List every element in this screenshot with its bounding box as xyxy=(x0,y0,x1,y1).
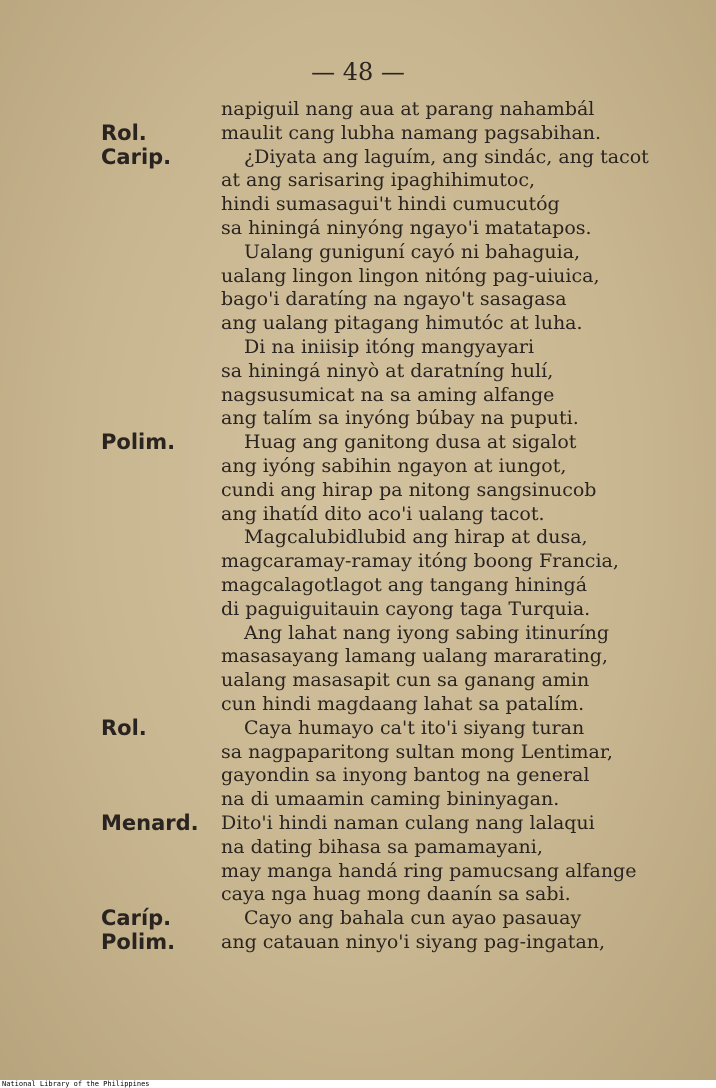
verse-text: at ang sarisaring ipaghihimutoc, xyxy=(221,169,536,192)
verse-text: caya nga huag mong daanín sa sabi. xyxy=(221,883,571,906)
verse-text: Dito'i hindi naman culang nang lalaqui xyxy=(221,812,595,834)
speaker-label: Polim. xyxy=(101,430,176,455)
verse-line xyxy=(0,287,716,311)
verse-line xyxy=(0,740,716,764)
verse-text: nagsusumicat na sa aming alfange xyxy=(221,383,555,406)
verse-text: ang talím sa inyóng búbay na puputi. xyxy=(221,407,579,430)
verse-line xyxy=(0,573,716,597)
verse-text: ang ihatíd dito aco'i ualang tacot. xyxy=(221,502,545,525)
verse-line xyxy=(0,240,716,264)
speaker-label: Caríp. xyxy=(101,906,172,931)
verse-text: magcaramay-ramay itóng boong Francia, xyxy=(221,550,619,573)
verse-text: maulit cang lubha namang pagsabihan. xyxy=(221,121,602,144)
verse-line xyxy=(0,668,716,692)
verse-line xyxy=(0,621,716,645)
verse-text: Di na iniisip itóng mangyayari xyxy=(244,336,535,358)
verse-line xyxy=(0,454,716,478)
verse-text: sa hiningá ninyò at daratníng hulí, xyxy=(221,359,554,382)
verse-line xyxy=(0,216,716,240)
speaker-label: Rol. xyxy=(101,715,147,740)
verse-line xyxy=(0,478,716,502)
verse-line xyxy=(0,716,716,740)
verse-text: cun hindi magdaang lahat sa patalím. xyxy=(221,693,585,715)
verse-line xyxy=(0,145,716,169)
verse-line xyxy=(0,525,716,549)
verse-text: may manga handá ring pamucsang alfange xyxy=(221,859,637,882)
verse-line xyxy=(0,859,716,883)
verse-line xyxy=(0,430,716,454)
verse-text: Magcalubidlubid ang hirap at dusa, xyxy=(244,526,588,549)
verse-line xyxy=(0,335,716,359)
verse-text: ang ualang pitagang himutóc at luha. xyxy=(221,312,583,335)
verse-text: bago'i daratíng na ngayo't sasagasa xyxy=(221,288,567,311)
verse-line xyxy=(0,882,716,906)
speaker-label: Menard. xyxy=(101,811,199,835)
verse-text: magcalagotlagot ang tangang hiningá xyxy=(221,574,588,596)
verse-line xyxy=(0,644,716,668)
verse-line xyxy=(0,811,716,835)
verse-text: Cayo ang bahala cun ayao pasauay xyxy=(244,907,582,930)
library-footer xyxy=(0,1080,716,1088)
verse-line xyxy=(0,549,716,573)
verse-text: sa nagpaparitong sultan mong Lentimar, xyxy=(221,740,613,763)
verse-text: na di umaamin caming bininyagan. xyxy=(221,788,560,811)
verse-text: ang catauan ninyo'i siyang pag-ingatan, xyxy=(221,931,606,953)
verse-text: napiguil nang aua at parang nahambál xyxy=(221,98,595,120)
speaker-label: Rol. xyxy=(101,120,147,145)
verse-line xyxy=(0,406,716,430)
verse-text: ¿Diyata ang laguím, ang sindác, ang tacot xyxy=(244,145,649,168)
verse-line xyxy=(0,787,716,811)
verse-text: ualang lingon lingon nitóng pag-uiuica, xyxy=(221,264,600,287)
verse-text: gayondin sa inyong bantog na general xyxy=(221,764,590,787)
verse-text: ualang masasapit cun sa ganang amin xyxy=(221,669,590,692)
verse-line xyxy=(0,930,716,954)
verse-line xyxy=(0,359,716,383)
verse-line xyxy=(0,97,716,121)
verse-line xyxy=(0,121,716,145)
verse-line xyxy=(0,168,716,192)
verse-line xyxy=(0,192,716,216)
verse-text: Ualang guniguní cayó ni bahaguia, xyxy=(244,240,581,263)
speaker-label: Polim. xyxy=(101,930,176,954)
verse-line xyxy=(0,502,716,526)
page-number: — 48 — xyxy=(311,58,405,86)
verse-text: hindi sumasagui't hindi cumucutóg xyxy=(221,193,560,216)
verse-text: Caya humayo ca't ito'i siyang turan xyxy=(244,716,585,739)
verse-text: ang iyóng sabihin ngayon at iungot, xyxy=(221,455,567,477)
footer-text: National Library of the Philippines xyxy=(2,1080,150,1088)
verse-text: Ang lahat nang iyong sabing itinuríng xyxy=(244,621,610,644)
verse-text: di paguiguitauin cayong taga Turquia. xyxy=(221,597,591,620)
verse-line xyxy=(0,311,716,335)
verse-line xyxy=(0,597,716,621)
verse-line xyxy=(0,692,716,716)
verse-text: cundi ang hirap pa nitong sangsinucob xyxy=(221,478,597,501)
verse-text: sa hiningá ninyóng ngayo'i matatapos. xyxy=(221,217,592,239)
verse-text: Huag ang ganitong dusa at sigalot xyxy=(244,431,577,454)
verse-line xyxy=(0,835,716,859)
verse-line xyxy=(0,906,716,930)
verse-line xyxy=(0,264,716,288)
verse-line xyxy=(0,763,716,787)
verse-text: masasayang lamang ualang mararating, xyxy=(221,645,608,668)
verse-line xyxy=(0,383,716,407)
verse-text: na dating bihasa sa pamamayani, xyxy=(221,835,543,858)
speaker-label: Carip. xyxy=(101,144,172,169)
